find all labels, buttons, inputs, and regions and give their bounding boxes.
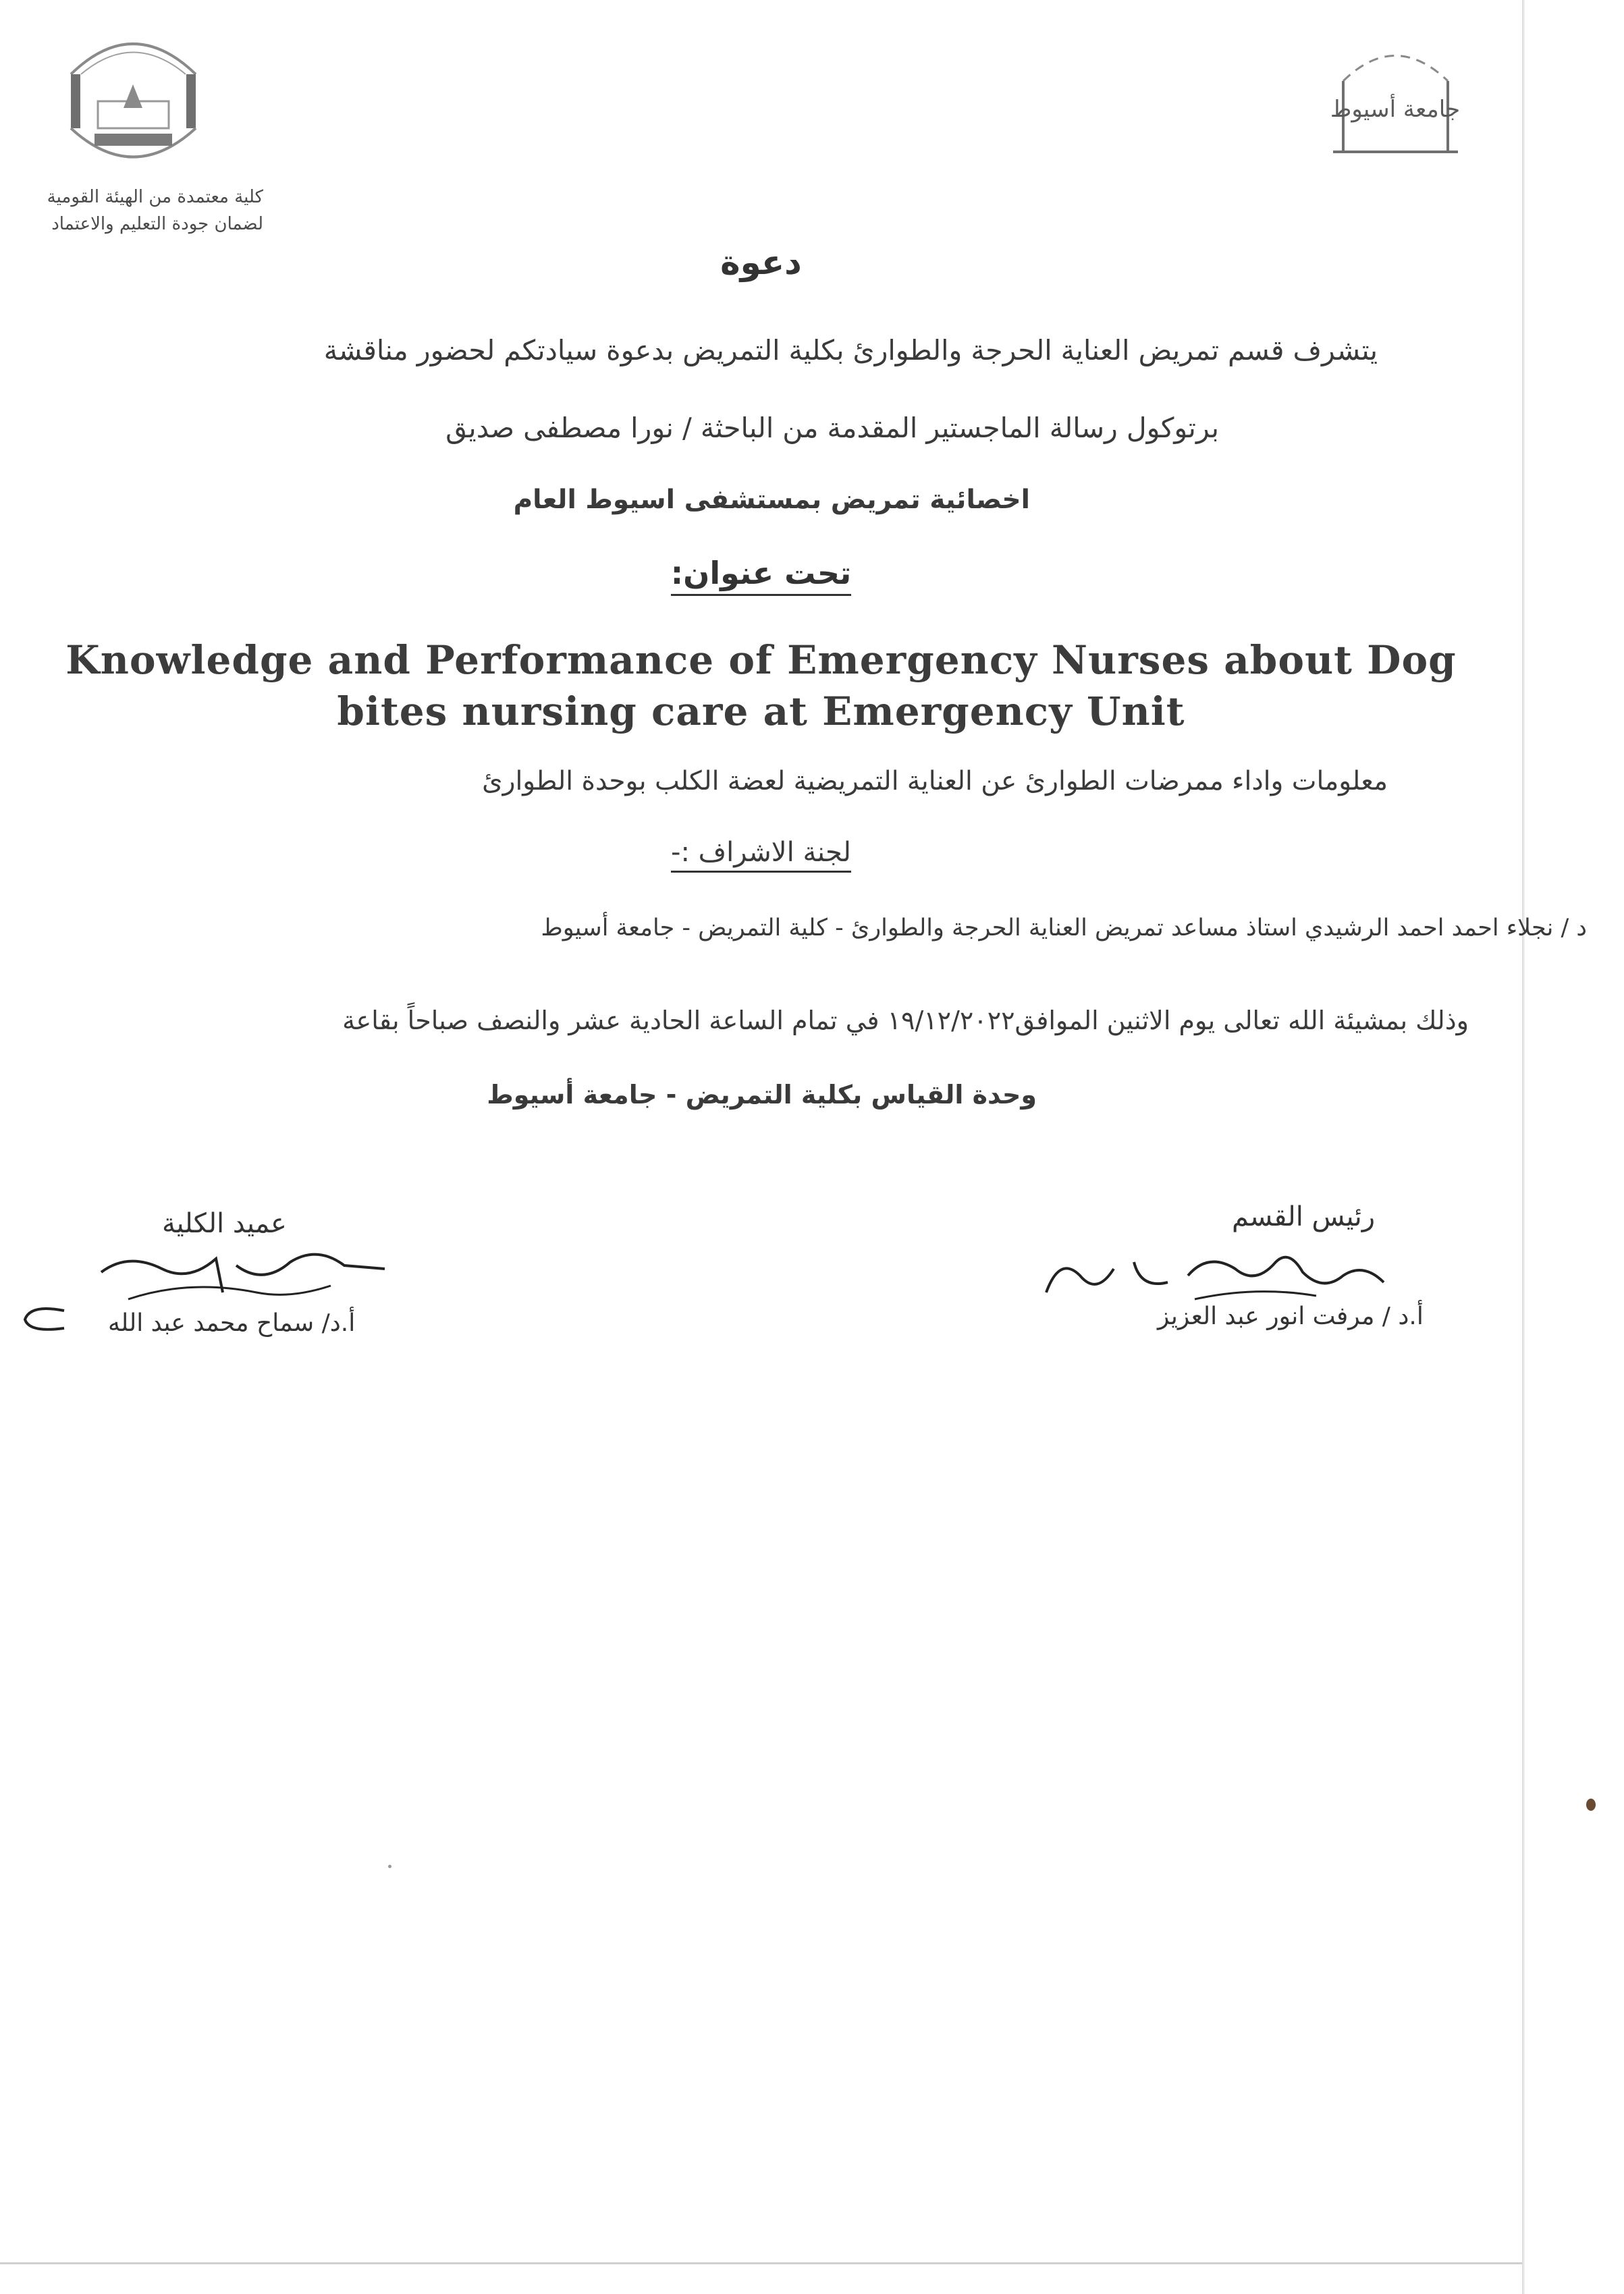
dean-name: أ.د/ سماح محمد عبد الله [108,1309,356,1337]
dean-signature-mark [17,1303,71,1336]
schedule-line-1: وذلك بمشيئة الله تعالى يوم الاثنين الموافق١٩/١٢/٢٠٢٢ في تمام الساعة الحادية عشر والنصف صباحاً بقاعة [342,1006,1469,1035]
supervision-committee-heading [0,837,1522,868]
dean-title: عميد الكلية [162,1208,287,1239]
invitation-heading: دعوة [720,243,802,282]
university-logo [1326,30,1465,162]
body-line-3: اخصائية تمريض بمستشفى اسيوط العام [513,485,1030,515]
english-title-line-1: Knowledge and Performance of Emergency Nurses about Dog [65,637,1457,683]
head-of-department-title: رئيس القسم [1232,1201,1376,1232]
english-title-line-2: bites nursing care at Emergency Unit [337,688,1185,734]
thesis-title-arabic: معلومات واداء ممرضات الطوارئ عن العناية التمريضية لعضة الكلب بوحدة الطوارئ [482,766,1388,796]
head-of-department-name: أ.د / مرفت انور عبد العزيز [1158,1303,1424,1330]
body-line-2: برتوكول رسالة الماجستير المقدمة من الباحثة / نورا مصطفى صديق [445,412,1219,444]
scan-speck [1586,1799,1596,1811]
scan-speck [388,1865,391,1868]
subtitle-under-title [0,555,1522,591]
subtitle-text: تحت عنوان: [671,555,852,596]
accreditation-line-1: كلية معتمدة من الهيئة القومية [47,187,263,207]
accreditation-line-2: لضمان جودة التعليم والاعتماد [51,214,263,234]
head-of-department-signature [1033,1235,1417,1309]
svg-text:جامعة أسيوط: جامعة أسيوط [1330,96,1461,123]
body-line-1: يتشرف قسم تمريض العناية الحرجة والطوارئ بكلية التمريض بدعوة سيادتكم لحضور مناقشة [323,334,1378,366]
committee-heading-text: لجنة الاشراف :- [671,837,851,873]
bottom-scan-line [0,2262,1522,2264]
dean-signature [88,1238,405,1313]
accreditation-text [13,184,263,238]
schedule-line-2: وحدة القياس بكلية التمريض - جامعة أسيوط [487,1080,1037,1110]
faculty-logo [57,27,209,162]
supervisor-line: د / نجلاء احمد احمد الرشيدي استاذ مساعد تمريض العناية الحرجة والطوارئ - كلية التمريض - جامعة أسيوط [541,914,1587,941]
page-edge [1522,0,1525,2294]
thesis-title-english [0,634,1522,737]
